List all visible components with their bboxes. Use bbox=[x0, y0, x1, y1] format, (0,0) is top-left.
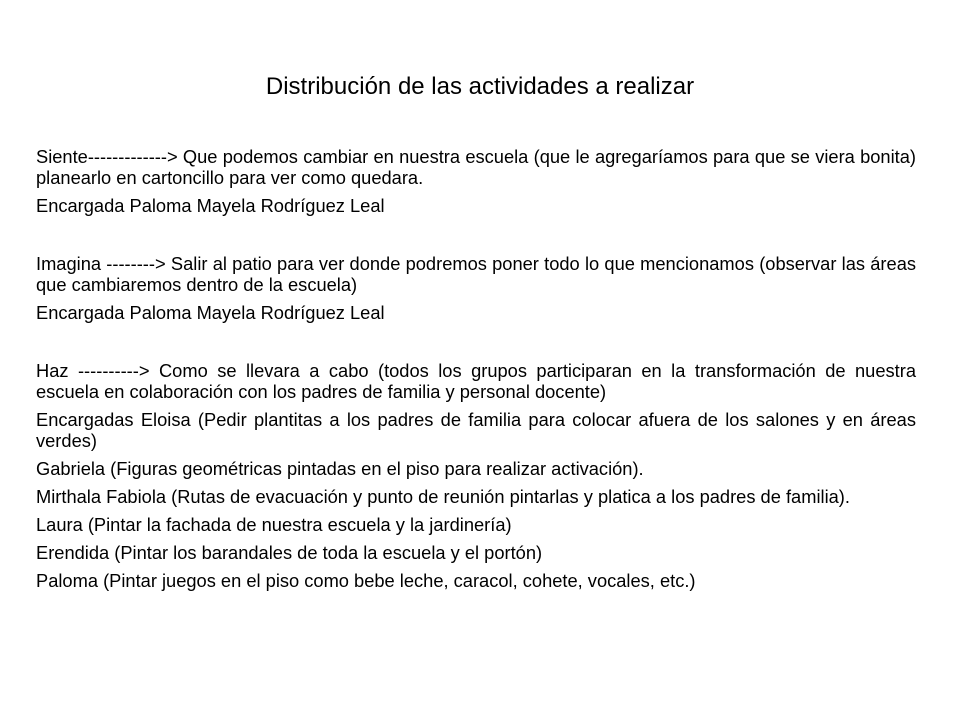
assignment-gabriela: Gabriela (Figuras geométricas pintadas en el piso para realizar activación). bbox=[36, 458, 644, 479]
siente-encargada: Encargada Paloma Mayela Rodríguez Leal bbox=[36, 195, 385, 216]
spacer bbox=[36, 330, 916, 360]
imagina-encargada: Encargada Paloma Mayela Rodríguez Leal bbox=[36, 302, 385, 323]
spacer bbox=[36, 223, 916, 253]
assignment-erendida: Erendida (Pintar los barandales de toda la escuela y el portón) bbox=[36, 542, 543, 563]
assignment-laura: Laura (Pintar la fachada de nuestra escuela y la jardinería) bbox=[36, 514, 512, 535]
imagina-paragraph: Imagina --------> Salir al patio para ver donde podremos poner todo lo que mencionamos (observar las áreas que cambiaremos dentro de la escuela) bbox=[36, 253, 916, 295]
assignment-eloisa: Encargadas Eloisa (Pedir plantitas a los padres de familia para colocar afuera de los salones y en áreas verdes) bbox=[36, 409, 916, 451]
slide-title: Distribución de las actividades a realizar bbox=[265, 73, 695, 100]
assignment-paloma: Paloma (Pintar juegos en el piso como bebe leche, caracol, cohete, vocales, etc.) bbox=[36, 570, 696, 591]
assignment-mirthala: Mirthala Fabiola (Rutas de evacuación y punto de reunión pintarlas y platica a los padres de familia). bbox=[36, 486, 850, 507]
haz-paragraph: Haz ----------> Como se llevara a cabo (todos los grupos participaran en la transformación de nuestra escuela en colaboración con los padres de familia y personal docente) bbox=[36, 360, 916, 402]
slide-content bbox=[36, 146, 916, 598]
siente-paragraph: Siente-------------> Que podemos cambiar en nuestra escuela (que le agregaríamos para que se viera bonita) planearlo en cartoncillo para ver como quedara. bbox=[36, 146, 916, 188]
